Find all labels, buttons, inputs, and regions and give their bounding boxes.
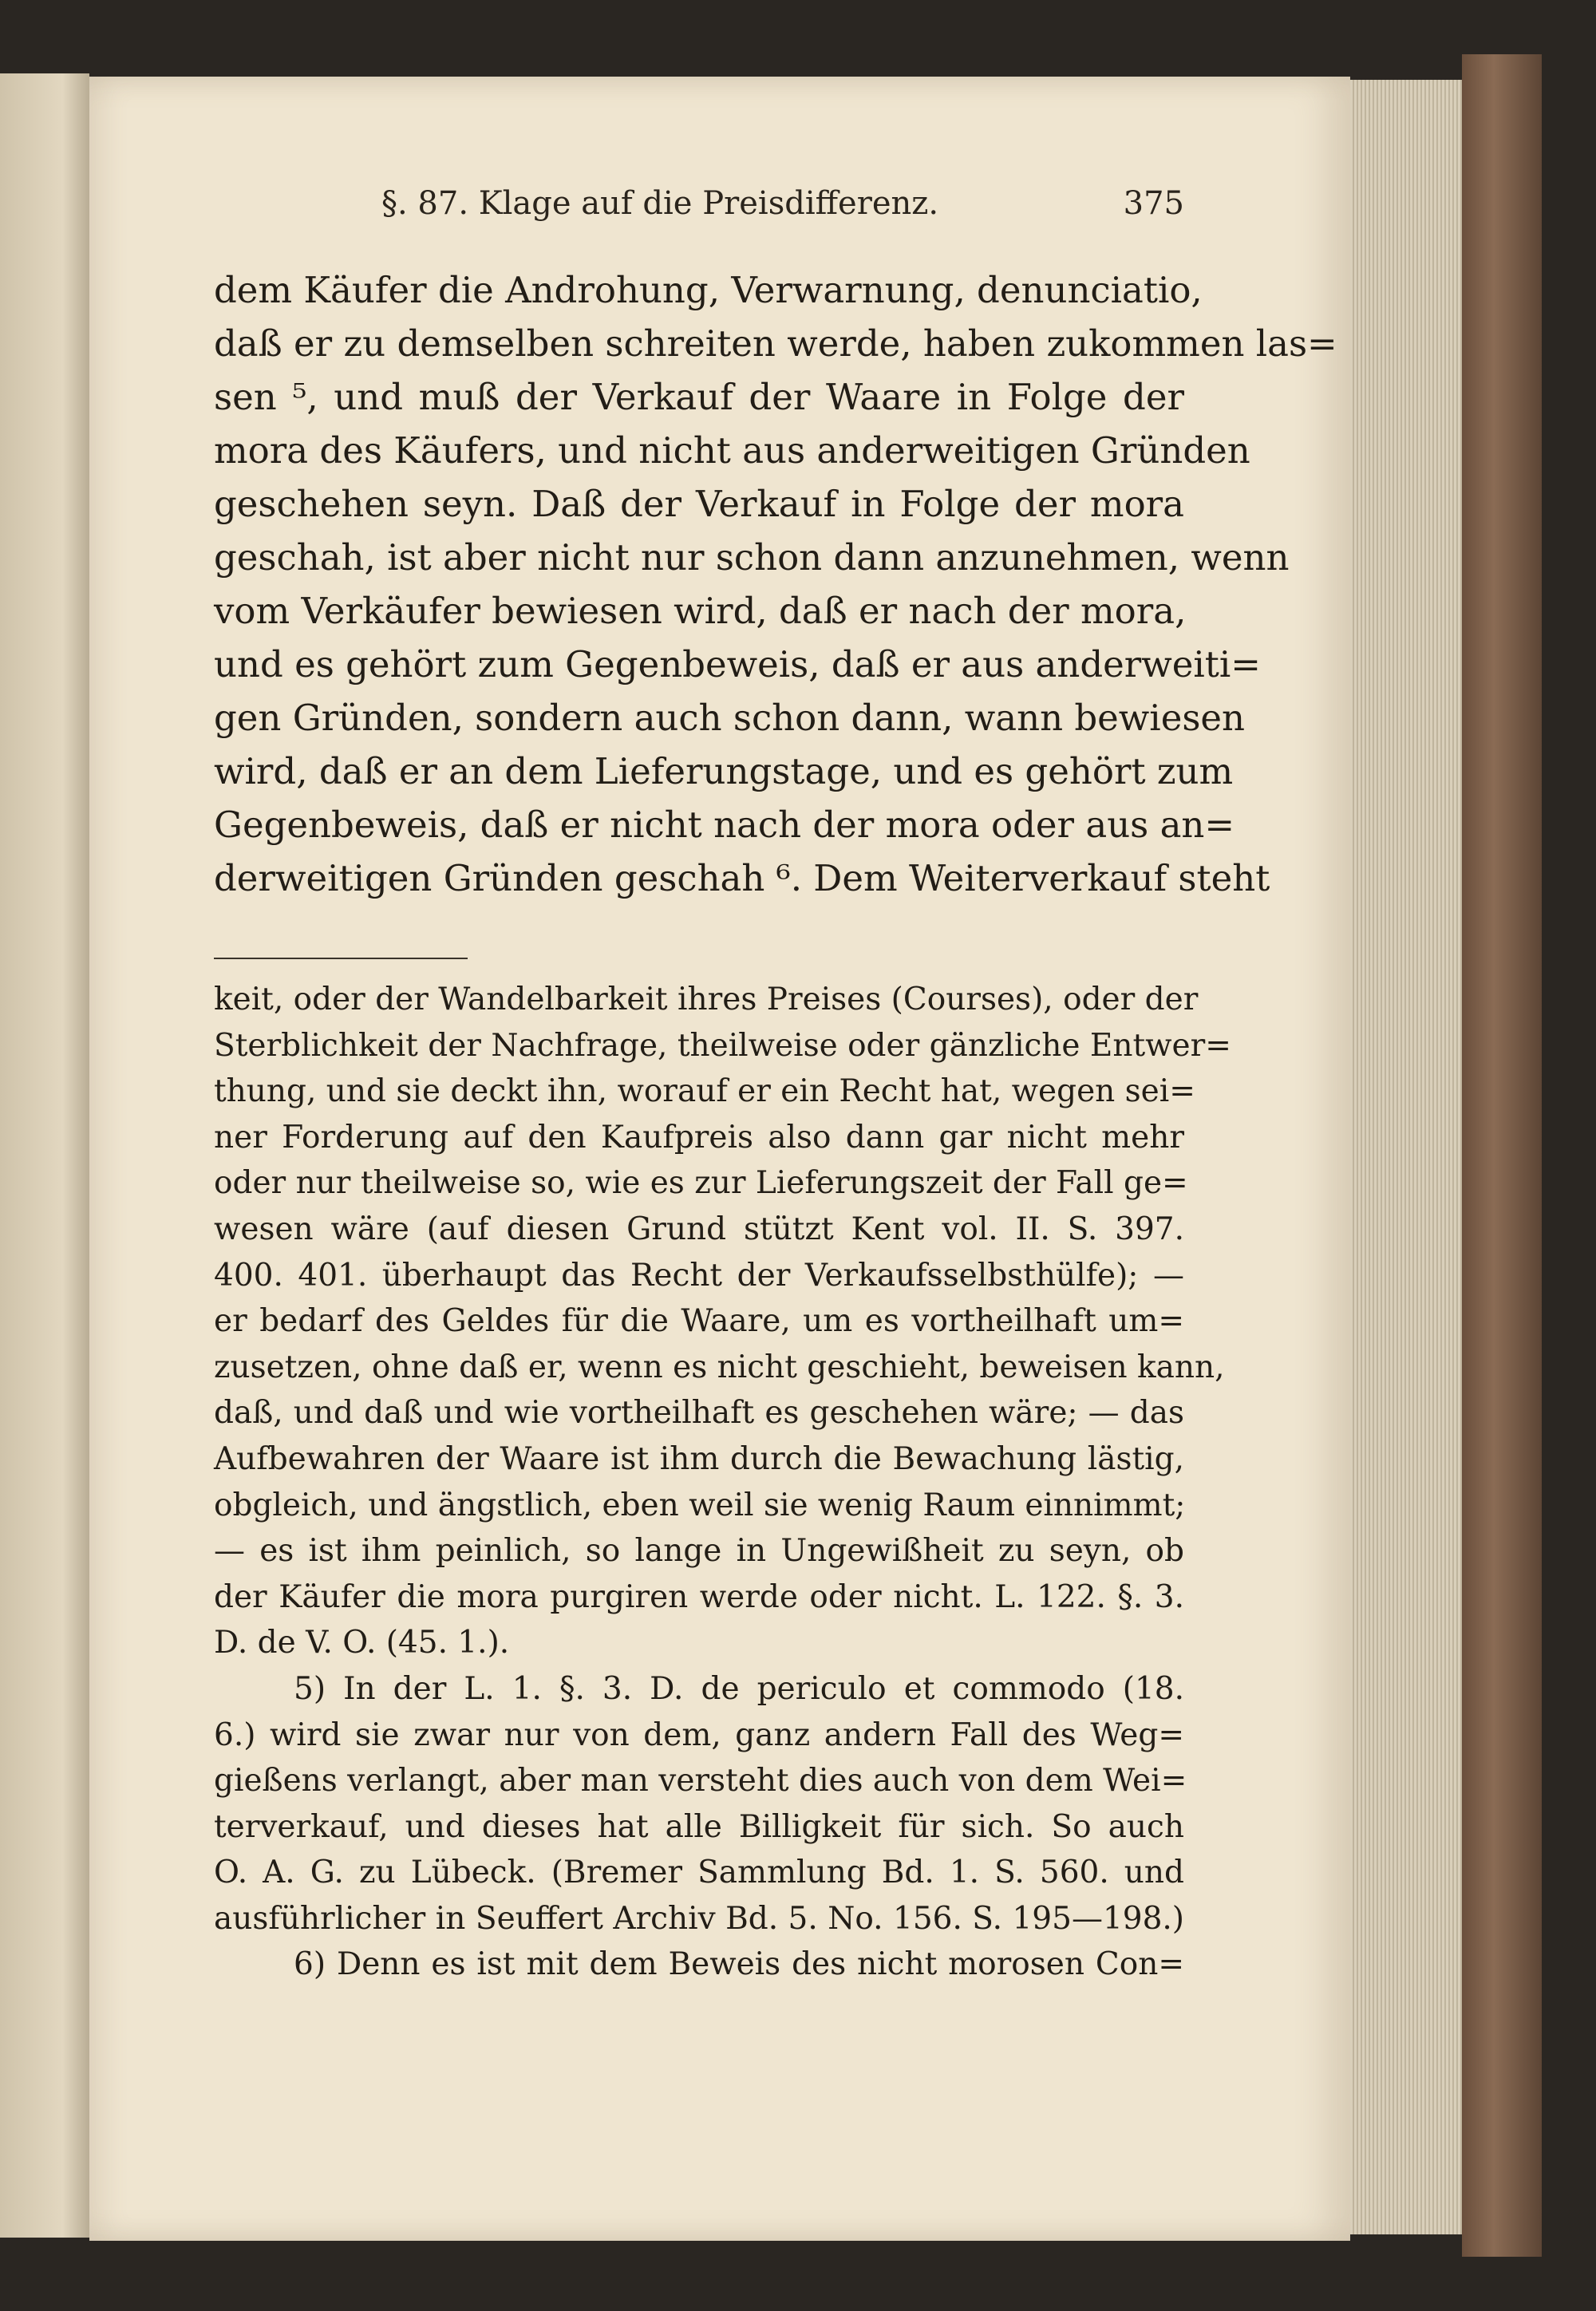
body-line: und es gehört zum Gegenbeweis, daß er aus anderweiti= (214, 643, 1261, 685)
footnote-line: zusetzen, ohne daß er, wenn es nicht geschieht, beweisen kann, (214, 1349, 1225, 1385)
footnote-line: O. A. G. zu Lübeck. (Bremer Sammlung Bd. 1. S. 560. und (214, 1855, 1184, 1891)
body-line: geschehen seyn. Daß der Verkauf in Folge der mora (214, 483, 1184, 525)
body-line: derweitigen Gründen geschah ⁶. Dem Weiterverkauf steht (214, 857, 1270, 899)
body-line: Gegenbeweis, daß er nicht nach der mora oder aus an= (214, 804, 1235, 846)
footnote-line: gießens verlangt, aber man versteht dies auch von dem Wei= (214, 1763, 1187, 1799)
footnote-line: thung, und sie deckt ihn, worauf er ein Recht hat, wegen sei= (214, 1073, 1195, 1110)
footnote-line: wesen wäre (auf diesen Grund stützt Kent vol. II. S. 397. (214, 1211, 1184, 1247)
footnote-line: Sterblichkeit der Nachfrage, theilweise oder gänzliche Entwer= (214, 1027, 1231, 1064)
page-number: 375 (1123, 185, 1184, 222)
body-line: mora des Käufers, und nicht aus anderweitigen Gründen (214, 429, 1250, 472)
footnote-line: — es ist ihm peinlich, so lange in Ungewißheit zu seyn, ob (214, 1533, 1184, 1570)
body-line: geschah, ist aber nicht nur schon dann anzunehmen, wenn (214, 536, 1290, 579)
footnotes (214, 977, 1231, 1988)
body-line: dem Käufer die Androhung, Verwarnung, denunciatio, (214, 269, 1203, 311)
body-line: wird, daß er an dem Lieferungstage, und es gehört zum (214, 750, 1234, 792)
footnote-line: 6.) wird sie zwar nur von dem, ganz andern Fall des Weg= (214, 1716, 1184, 1753)
footnote-separator (214, 958, 468, 959)
footnote-5-start: 5) In der L. 1. §. 3. D. de periculo et commodo (18. (294, 1670, 1184, 1707)
footnote-line: der Käufer die mora purgiren werde oder nicht. L. 122. §. 3. (214, 1578, 1184, 1615)
body-line: vom Verkäufer bewiesen wird, daß er nach der mora, (214, 590, 1187, 632)
running-head (214, 185, 1184, 233)
left-page-edge (0, 73, 89, 2238)
book-cover (1462, 54, 1542, 2257)
footnote-line: daß, und daß und wie vortheilhaft es geschehen wäre; — das (214, 1395, 1184, 1432)
body-line: daß er zu demselben schreiten werde, haben zukommen las= (214, 322, 1337, 365)
footnote-line: 400. 401. überhaupt das Recht der Verkaufsselbsthülfe); — (214, 1257, 1184, 1294)
footnote-line: keit, oder der Wandelbarkeit ihres Preises (Courses), oder der (214, 982, 1199, 1017)
body-text (214, 263, 1337, 905)
footnote-line: obgleich, und ängstlich, eben weil sie wenig Raum einnimmt; (214, 1487, 1186, 1523)
footnote-line: er bedarf des Geldes für die Waare, um es vortheilhaft um= (214, 1303, 1184, 1340)
footnote-line: ner Forderung auf den Kaufpreis also dann gar nicht mehr (214, 1119, 1184, 1156)
section-heading: §. 87. Klage auf die Preisdifferenz. (381, 185, 939, 222)
footnote-line: Aufbewahren der Waare ist ihm durch die Bewachung lästig, (214, 1440, 1184, 1477)
body-line: sen ⁵, und muß der Verkauf der Waare in Folge der (214, 376, 1184, 418)
footnote-line: oder nur theilweise so, wie es zur Lieferungszeit der Fall ge= (214, 1165, 1188, 1202)
footnote-line: ausführlicher in Seuffert Archiv Bd. 5. No. 156. S. 195—198.) (214, 1900, 1184, 1937)
body-line: gen Gründen, sondern auch schon dann, wann bewiesen (214, 697, 1246, 739)
footnote-6-start: 6) Denn es ist mit dem Beweis des nicht morosen Con= (294, 1946, 1184, 1983)
page-edges (1350, 80, 1462, 2234)
footnote-line: terverkauf, und dieses hat alle Billigkeit für sich. So auch (214, 1808, 1184, 1845)
footnote-line: D. de V. O. (45. 1.). (214, 1625, 510, 1661)
